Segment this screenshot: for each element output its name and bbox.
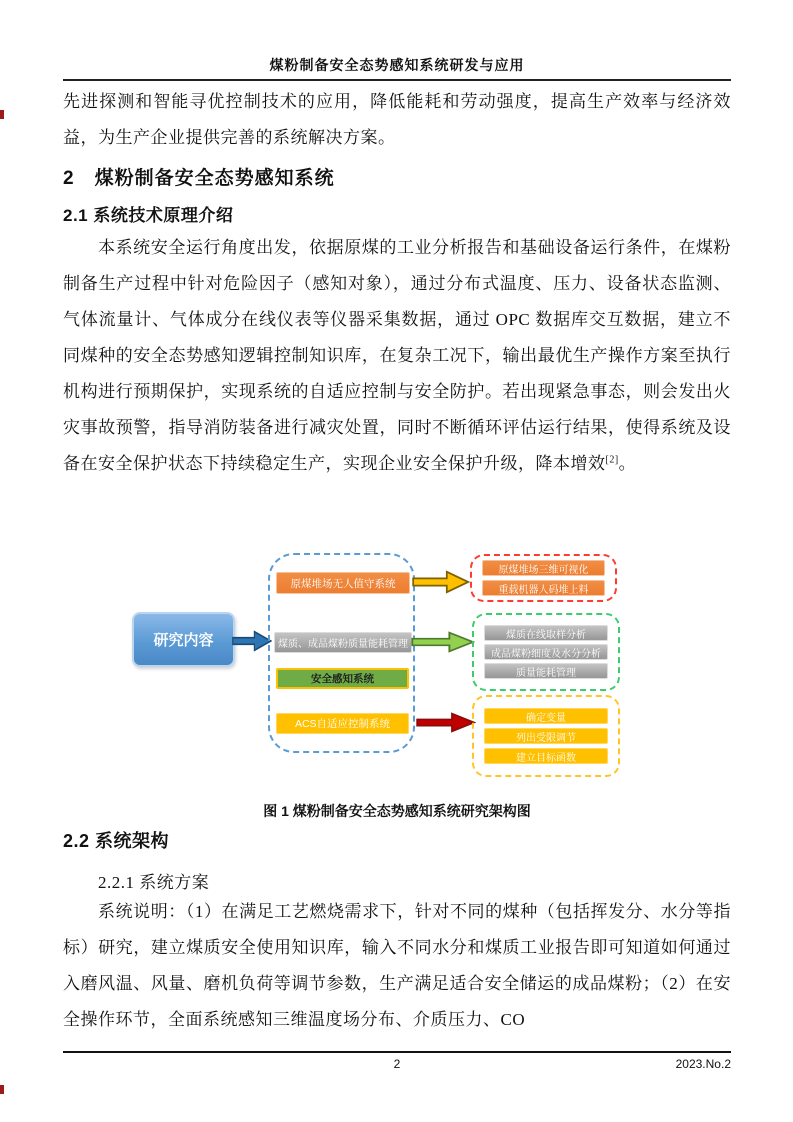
section-2-1-heading: 2.1 系统技术原理介绍: [63, 206, 234, 225]
group-item-quality-energy: 质量能耗管理: [484, 663, 608, 679]
section-2-2-heading: 2.2 系统架构: [63, 831, 170, 851]
group-item-objective-function: 建立目标函数: [484, 748, 608, 764]
running-header-title: 煤粉制备安全态势感知系统研发与应用: [269, 59, 525, 74]
page-number: 2: [393, 1057, 401, 1071]
reference-mark: [2]: [605, 454, 619, 466]
scan-edge-mark-top: [0, 110, 4, 119]
section-2-2-1-heading: 2.2.1 系统方案: [98, 873, 210, 892]
arrow-root-to-middle-icon: [232, 630, 272, 652]
figure-1-caption: 图 1 煤粉制备安全态势感知系统研究架构图: [263, 803, 531, 819]
header-rule: [63, 79, 731, 81]
group-item-define-variables: 确定变量: [484, 708, 608, 724]
research-content-root-box: [132, 612, 235, 667]
group-item-limited-adjustments: 列出受限调节: [484, 728, 608, 744]
intro-paragraph: 先进探测和智能寻优控制技术的应用，降低能耗和劳动强度，提高生产效率与经济效益，为生产企业提供完善的系统解决方案。: [63, 92, 731, 147]
research-content-label: 研究内容: [153, 632, 214, 649]
section-2-1-paragraph: [63, 230, 731, 482]
middle-item-safety-sensing-system: 安全感知系统: [276, 668, 409, 689]
arrow-yard-to-outputs-icon: [412, 570, 470, 594]
issue-label: 2023.No.2: [675, 1057, 731, 1071]
group-yard-outputs: [470, 554, 617, 602]
section-2-heading: 2 煤粉制备安全态势感知系统: [63, 168, 335, 189]
middle-item-acs-adaptive-control: ACS自适应控制系统: [276, 713, 409, 734]
group-item-3d-visualization: 原煤堆场三维可视化: [482, 560, 605, 576]
section-2-2-1-paragraph: 系统说明：（1）在满足工艺燃烧需求下，针对不同的煤种（包括挥发分、水分等指标）研究，建立煤质安全使用知识库，输入不同水分和煤质工业报告即可知道如何通过入磨风温、风量、磨机负荷等调节参数，生产满足适合安全储运的成品煤粉；（2）在安全操作环节，全面系统感知三维温度场分布、介质压力、CO: [63, 902, 731, 1029]
scan-edge-mark-bottom: [0, 1085, 4, 1094]
section-2-1-paragraph-text: 本系统安全运行角度出发，依据原煤的工业分析报告和基础设备运行条件，在煤粉制备生产过程中针对危险因子（感知对象），通过分布式温度、压力、设备状态监测、气体流量计、气体成分在线仪表等仪器采集数据，通过 OPC 数据库交互数据，建立不同煤种的安全态势感知逻辑控制知识库，在复杂工况下，输出最优生产操作方案至执行机构进行预期保护，实现系统的自适应控制与安全防护。若出现紧急事态，则会发出火灾事故预警，指导消防装备进行减灾处置，同时不断循环评估运行结果，使得系统及设备在安全保护状态下持续稳定生产，实现企业安全保护升级，降本增效: [63, 238, 731, 473]
group-item-robot-stacking: 重载机器人码堆上料: [482, 580, 605, 596]
arrow-acs-to-outputs-icon: [416, 712, 476, 733]
group-item-online-sampling: 煤质在线取样分析: [484, 625, 608, 641]
group-quality-outputs: [472, 613, 620, 691]
arrow-quality-to-outputs-icon: [411, 631, 475, 653]
middle-item-quality-energy-management: 煤质、成品煤粉质量能耗管理: [274, 632, 412, 653]
middle-item-unattended-yard-system: 原煤堆场无人值守系统: [276, 572, 410, 594]
group-acs-outputs: [472, 695, 620, 777]
figure-1-diagram: [120, 540, 680, 800]
footer-rule: [63, 1051, 731, 1053]
group-item-fineness-moisture: 成品煤粉细度及水分分析: [484, 644, 608, 660]
section-2-1-paragraph-end: 。: [618, 454, 637, 473]
